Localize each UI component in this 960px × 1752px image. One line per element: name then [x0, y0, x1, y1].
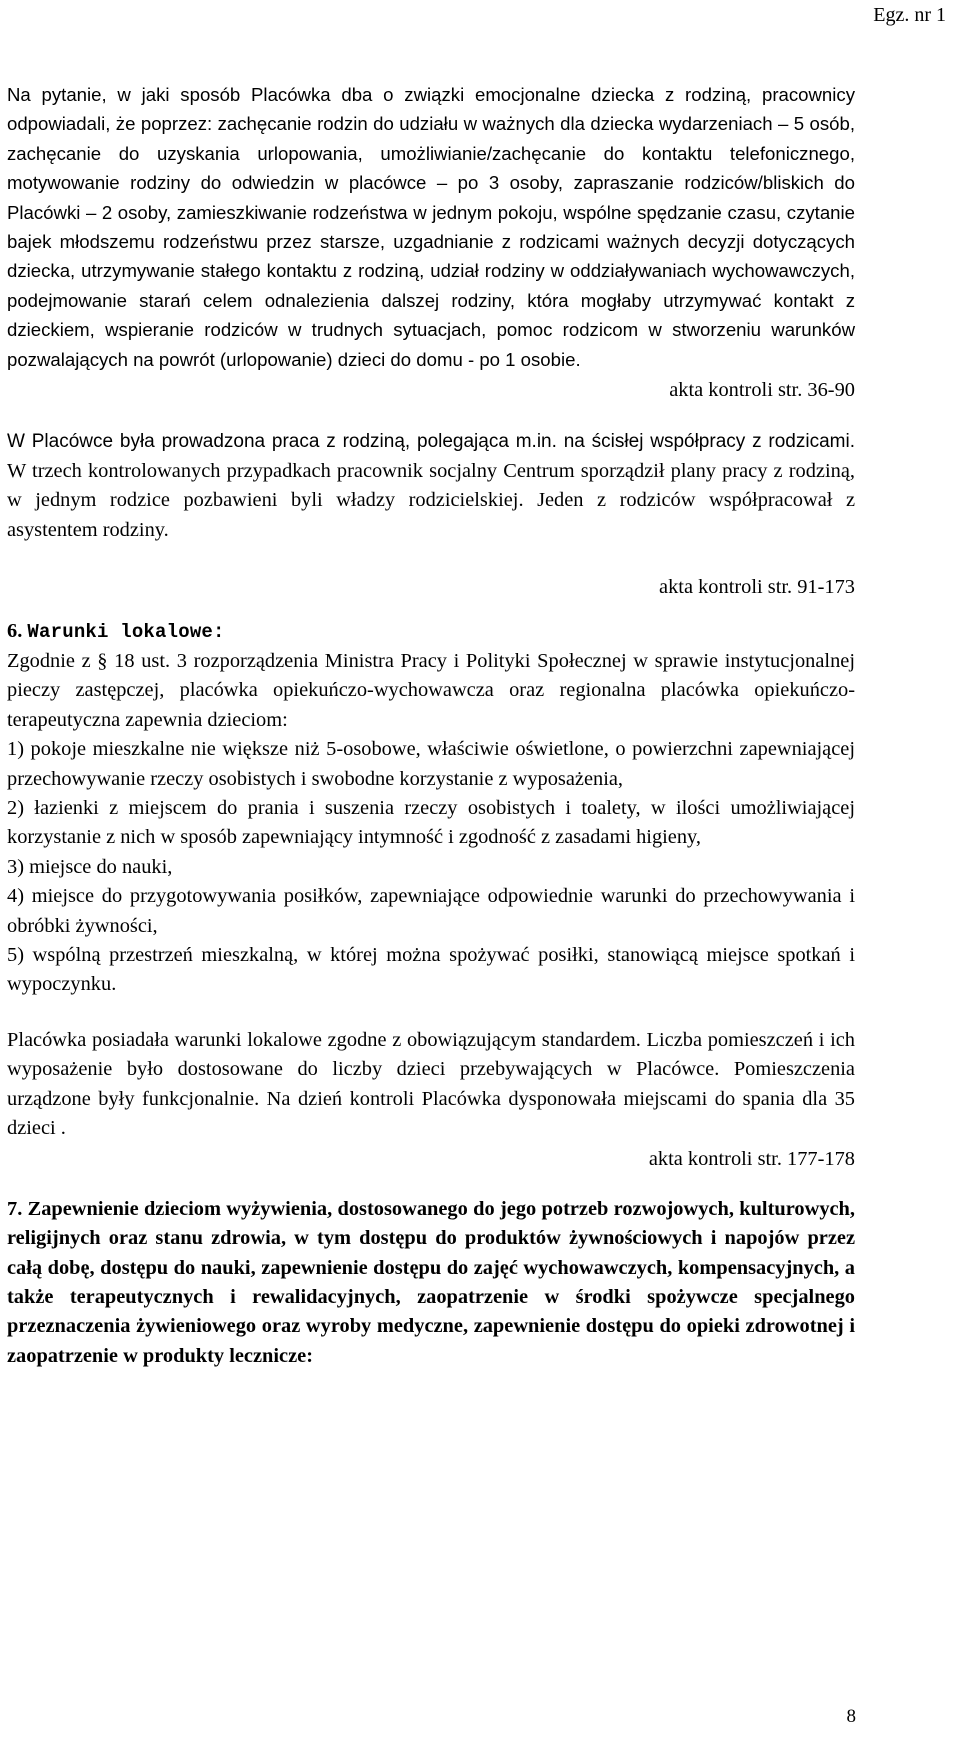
reference-note: akta kontroli str. 177-178	[648, 1148, 855, 1171]
list-item: 1) pokoje mieszkalne nie większe niż 5-osobowe, właściwie oświetlone, o powierzchni zapewniającej przechowywanie rzeczy osobistych i swobodne korzystanie z wyposażenia,	[7, 738, 855, 790]
page-number: 8	[846, 1706, 856, 1727]
section-6-title: Warunki lokalowe:	[27, 620, 225, 643]
list-item: 3) miejsce do nauki,	[7, 855, 173, 878]
section-6-list	[7, 735, 855, 1000]
reference-note: akta kontroli str. 36-90	[669, 379, 855, 402]
list-item: 2) łazienki z miejscem do prania i suszenia rzeczy osobistych i toalety, w ilości umożliwiającej korzystanie z nich w sposób zapewniający intymność i zgodność z zasadami higieny,	[7, 796, 855, 849]
document-content	[7, 80, 855, 1371]
paragraph-family-work-rest: W trzech kontrolowanych przypadkach pracownik socjalny Centrum sporządził plany pracy z rodziną, w jednym rodzice pozbawieni byli władzy rodzicielskiej. Jeden z rodziców współpracował z asystentem rodziny.	[7, 459, 855, 541]
section-7-heading: 7. Zapewnienie dzieciom wyżywienia, dostosowanego do jego potrzeb rozwojowych, kulturowych, religijnych oraz stanu zdrowia, w tym dostępu do produktów żywnościowych i napojów przez całą dobę, dostępu do nauki, zapewnienie dostępu do zajęć wychowawczych, kompensacyjnych, a także terapeutycznych i rewalidacyjnych, zaopatrzenie w środki spożywcze specjalnego przeznaczenia żywieniowego oraz wyroby medyczne, zapewnienie dostępu do opieki zdrowotnej i zaopatrzenie w produkty lecznicze:	[7, 1197, 855, 1367]
copy-number-label: Egz. nr 1	[873, 4, 946, 26]
section-6-number: 6.	[7, 619, 23, 642]
list-item: 4) miejsce do przygotowywania posiłków, zapewniające odpowiednie warunki do przechowywania i obróbki żywności,	[7, 885, 855, 937]
reference-note: akta kontroli str. 91-173	[659, 576, 855, 599]
paragraph-family-work-lead: W Placówce była prowadzona praca z rodziną, polegająca m.in. na ścisłej współpracy z rodzicami.	[7, 431, 855, 453]
section-6-conclusion: Placówka posiadała warunki lokalowe zgodne z obowiązującym standardem. Liczba pomieszczeń i ich wyposażenie było dostosowane do liczby dzieci przebywających w Placówce. Pomieszczenia urządzone były funkcjonalnie. Na dzień kontroli Placówka dysponowała miejscami do spania dla 35 dzieci .	[7, 1028, 855, 1139]
paragraph-family-work	[7, 427, 855, 545]
section-6-intro: Zgodnie z § 18 ust. 3 rozporządzenia Ministra Pracy i Polityki Społecznej w sprawie instytucjonalnej pieczy zastępczej, placówka opiekuńczo-wychowawcza oraz regionalna placówka opiekuńczo-terapeutyczna zapewnia dzieciom:	[7, 649, 855, 731]
list-item: 5) wspólną przestrzeń mieszkalną, w której można spożywać posiłki, stanowiącą miejsce spotkań i wypoczynku.	[7, 943, 855, 996]
paragraph-family-bonds: Na pytanie, w jaki sposób Placówka dba o związki emocjonalne dziecka z rodziną, pracownicy odpowiadali, że poprzez: zachęcanie rodzin do udziału w ważnych dla dziecka wydarzeniach – 5 osób, zachęcanie do uzyskania urlopowania, umożliwianie/zachęcanie do kontaktu telefonicznego, motywowanie rodziny do odwiedzin w placówce – po 3 osoby, zapraszanie rodziców/bliskich do Placówki – 2 osoby, zamieszkiwanie rodzeństwa w jednym pokoju, wspólne spędzanie czasu, czytanie bajek młodszemu rodzeństwu przez starsze, uzgadnianie z rodzicami ważnych decyzji dotyczących dziecka, utrzymywanie stałego kontaktu z rodziną, udział rodziny w oddziaływaniach wychowawczych, podejmowanie starań celem odnalezienia dalszej rodziny, która mogłaby utrzymywać kontakt z dzieckiem, wspieranie rodziców w trudnych sytuacjach, pomoc rodzicom w stworzeniu warunków pozwalających na powrót (urlopowanie) dzieci do domu - po 1 osobie.	[7, 84, 855, 370]
section-6-heading	[7, 617, 855, 647]
